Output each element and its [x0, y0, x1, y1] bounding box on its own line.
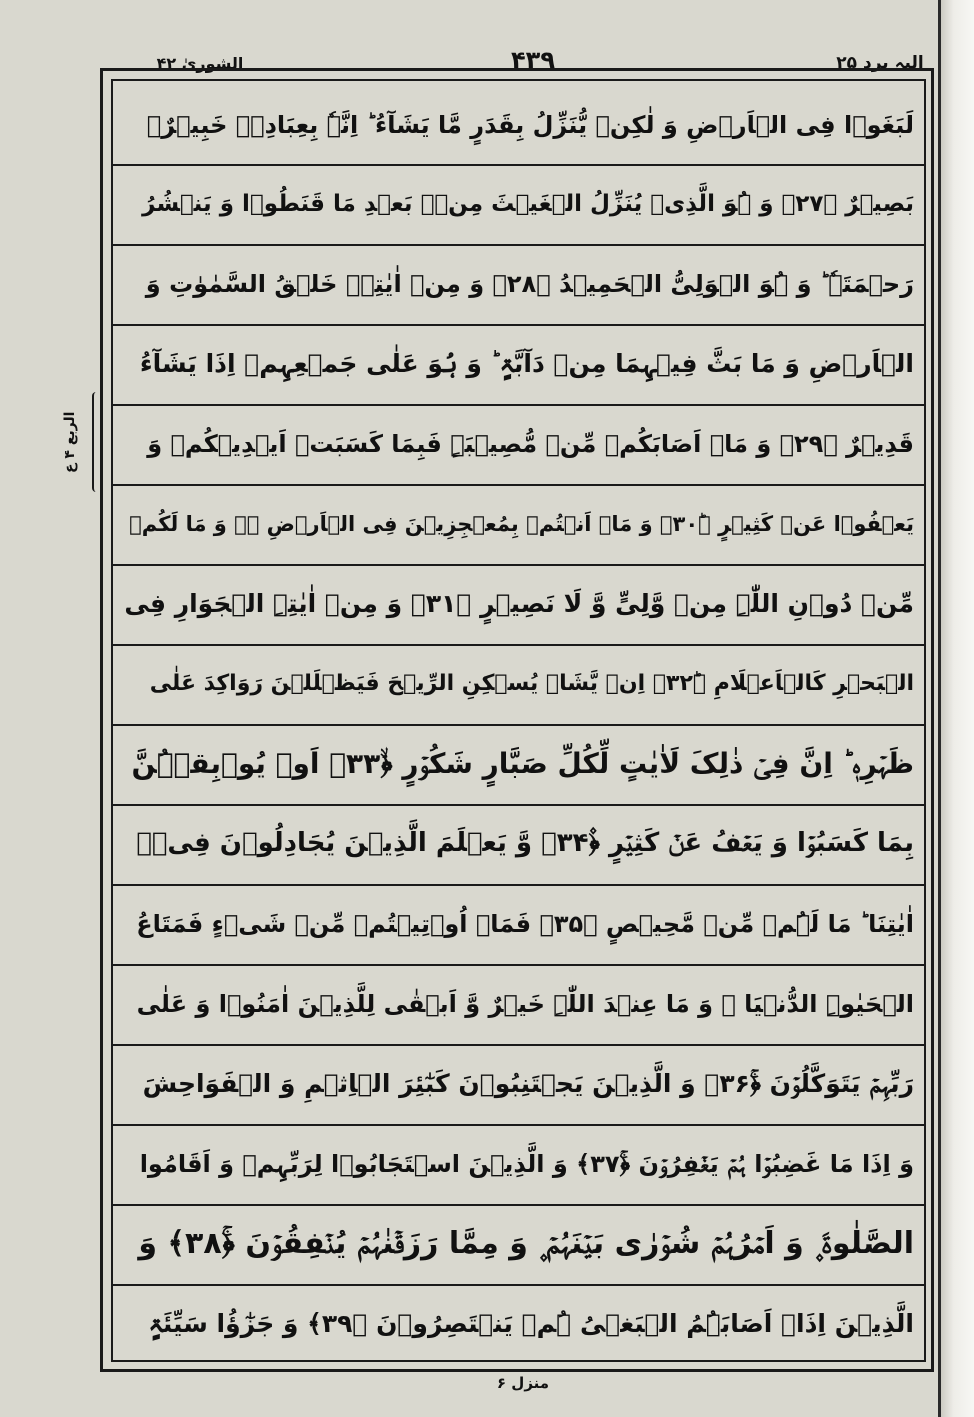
margin-ruku-note: الربع ۴ ع — [62, 411, 78, 473]
text-line: الصَّلٰوۃَ ۪ وَ اَمۡرُہُمۡ شُوۡرٰی بَیۡنَہُمۡ ۪ وَ مِمَّا رَزَقۡنٰہُمۡ یُنۡفِقُوۡنَ ﴿ۚ۳۸﴾ وَ — [138, 1226, 914, 1261]
text-line: اٰیٰتِنَا ؕ مَا لَہُمۡ مِّنۡ مَّحِیۡصٍ ﴿۳۵﴾ فَمَاۤ اُوۡتِیۡتُمۡ مِّنۡ شَیۡءٍ فَمَتَاعُ — [136, 909, 914, 938]
page-number: ۴۳۹ — [511, 46, 555, 74]
binding-line — [938, 0, 941, 1417]
text-line: وَ اِذَا مَا غَضِبُوۡا ہُمۡ یَغۡفِرُوۡنَ ﴿ۚ۳۷﴾ وَ الَّذِیۡنَ اسۡتَجَابُوۡا لِرَبِّہِمۡ وَ اَقَامُوا — [139, 1149, 914, 1178]
text-line: الۡبَحۡرِ کَالۡاَعۡلَامِ ﴿ؕ۳۲﴾ اِنۡ یَّشَاۡ یُسۡکِنِ الرِّیۡحَ فَیَظۡلَلۡنَ رَوَاکِدَ عَلٰی — [149, 671, 914, 696]
text-line: بَصِیۡرٌ ﴿۲۷﴾ وَ ہُوَ الَّذِیۡ یُنَزِّلُ الۡغَیۡثَ مِنۡۢ بَعۡدِ مَا قَنَطُوۡا وَ یَنۡشُرُ — [142, 190, 914, 217]
text-line: لَبَغَوۡا فِی الۡاَرۡضِ وَ لٰکِنۡ یُّنَزِّلُ بِقَدَرٍ مَّا یَشَآءُ ؕ اِنَّہٗ بِعِبَادِہٖ خَبِیۡرٌۢ — [146, 110, 914, 139]
text-line: الۡاَرۡضِ وَ مَا بَثَّ فِیۡہِمَا مِنۡ دَآبَّۃٍ ؕ وَ ہُوَ عَلٰی جَمۡعِہِمۡ اِذَا یَشَآءُ — [139, 349, 914, 378]
page-edge — [940, 0, 974, 1417]
text-line: رَحۡمَتَہٗ ؕ وَ ہُوَ الۡوَلِیُّ الۡحَمِیۡدُ ﴿۲۸﴾ وَ مِنۡ اٰیٰتِہٖ خَلۡقُ السَّمٰوٰتِ وَ — [145, 269, 914, 298]
text-line: ظَہۡرِہٖ ؕ اِنَّ فِیۡ ذٰلِکَ لَاٰیٰتٍ لِّکُلِّ صَبَّارٍ شَکُوۡرٍ ﴿ۙ۳۳﴾ اَوۡ یُوۡبِقۡہُنَّ — [131, 746, 914, 780]
text-line: مِّنۡ دُوۡنِ اللّٰہِ مِنۡ وَّلِیٍّ وَّ لَا نَصِیۡرٍ ﴿۳۱﴾ وَ مِنۡ اٰیٰتِہِ الۡجَوَارِ فِی — [124, 589, 914, 618]
text-line: الۡحَیٰوۃِ الدُّنۡیَا ۚ وَ مَا عِنۡدَ اللّٰہِ خَیۡرٌ وَّ اَبۡقٰی لِلَّذِیۡنَ اٰمَنُوۡا وَ عَلٰی — [136, 989, 914, 1018]
juz-name: الیہ یرد ۲۵ — [836, 53, 924, 73]
manzil-label: منزل ۶ — [496, 1374, 550, 1392]
text-line: الَّذِیۡنَ اِذَاۤ اَصَابَہُمُ الۡبَغۡیُ ہُمۡ یَنۡتَصِرُوۡنَ ﴿۳۹﴾ وَ جَزٰٓؤُا سَیِّئَۃٍ — [148, 1309, 914, 1338]
surah-name: الشوریٰ ۴۲ — [156, 54, 244, 73]
text-line: یَعۡفُوۡا عَنۡ کَثِیۡرٍ ﴿ؕ۳۰﴾ وَ مَاۤ اَنۡتُمۡ بِمُعۡجِزِیۡنَ فِی الۡاَرۡضِ ۚۖ وَ مَا لَکُمۡ — [129, 511, 914, 536]
text-line: رَبِّہِمۡ یَتَوَکَّلُوۡنَ ﴿ۚ۳۶﴾ وَ الَّذِیۡنَ یَجۡتَنِبُوۡنَ کَبٰٓئِرَ الۡاِثۡمِ وَ الۡفَوَاحِشَ — [142, 1068, 914, 1098]
text-line: بِمَا کَسَبُوۡا وَ یَعۡفُ عَنۡ کَثِیۡرٍ ﴿۫۳۴﴾ وَّ یَعۡلَمَ الَّذِیۡنَ یُجَادِلُوۡنَ فِیۡۤ — [136, 828, 914, 858]
text-line: قَدِیۡرٌ ﴿۲۹﴾ وَ مَاۤ اَصَابَکُمۡ مِّنۡ مُّصِیۡبَۃٍ فَبِمَا کَسَبَتۡ اَیۡدِیۡکُمۡ وَ — [147, 429, 914, 458]
